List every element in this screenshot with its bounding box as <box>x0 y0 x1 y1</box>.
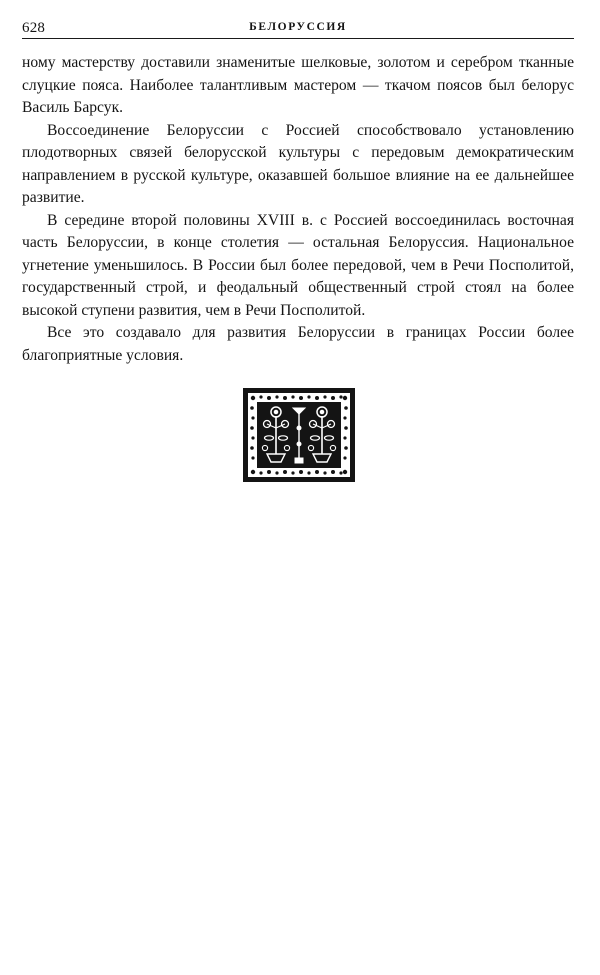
section-title: БЕЛОРУССИЯ <box>249 21 347 33</box>
body-text <box>22 52 574 367</box>
page-number: 628 <box>22 20 46 36</box>
paragraph: Воссоединение Белоруссии с Россией способствовало установлению плодотворных связей белорусской культуры с передовым демократическим направлением в русской культуре, оказавшей большое влияние на ее дальнейшее развитие. <box>22 121 574 206</box>
paragraph: Все это создавало для развития Белоруссии в границах России более благоприятные условия. <box>22 324 574 364</box>
paragraph: В середине второй половины XVIII в. с Россией воссоединилась восточная часть Белоруссии, в конце столетия — остальная Белоруссия. Национальное угнетение уменьшилось. В России был более передовой, чем в Речи Посполитой, государственный строй, и феодальный общественный строй стоял на более высокой ступени развития, чем в Речи Посполитой. <box>22 211 574 319</box>
paragraph-continued: ному мастерству доставили знаменитые шелковые, золотом и серебром тканные слуцкие пояса. Наиболее талантливым мастером — ткачом поясов был белорус Василь Барсук. <box>22 54 574 116</box>
floral-tailpiece-icon <box>243 388 355 482</box>
running-head <box>22 12 574 39</box>
